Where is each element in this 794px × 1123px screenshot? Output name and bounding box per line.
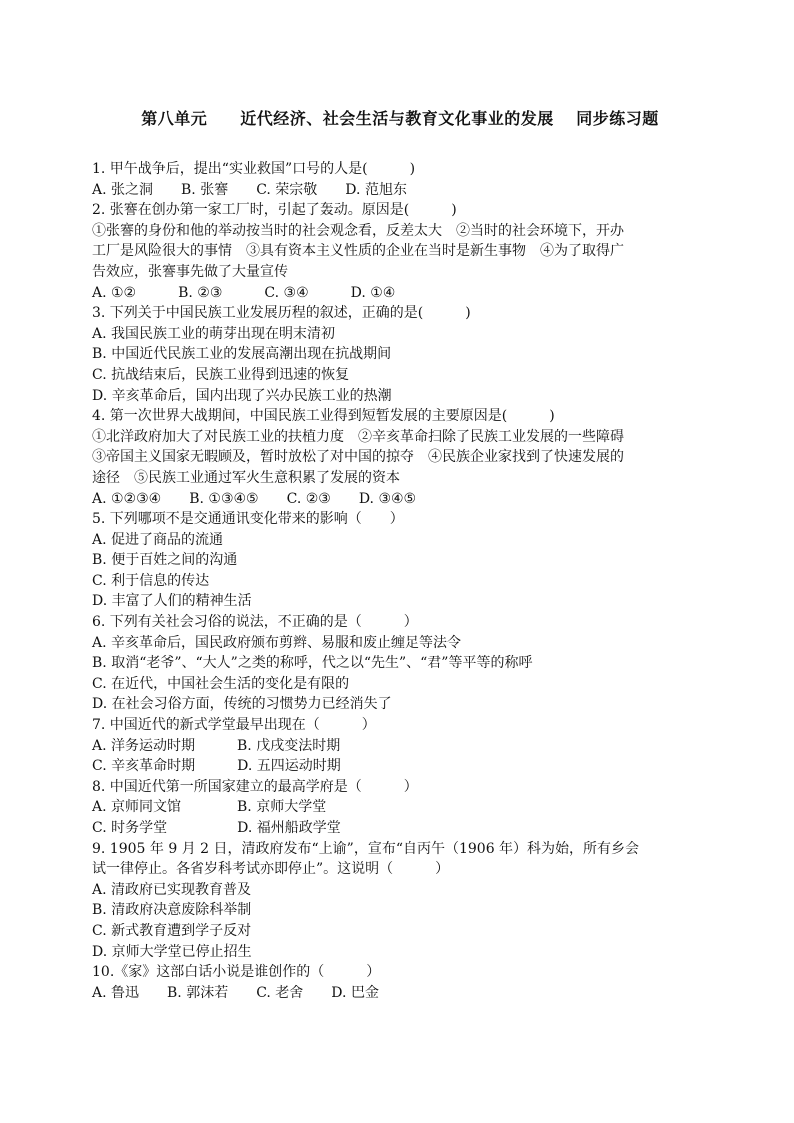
text-line: C. 在近代，中国社会生活的变化是有限的 <box>92 675 350 692</box>
text-line: ③帝国主义国家无暇顾及，暂时放松了对中国的掠夺 ④民族企业家找到了快速发展的 <box>92 449 624 466</box>
text-line: B. 便于百姓之间的沟通 <box>92 552 238 569</box>
text-line: B. 清政府决意废除科举制 <box>92 902 252 919</box>
text-line: C. 抗战结束后，民族工业得到迅速的恢复 <box>92 366 350 383</box>
text-line: ①张謇的身份和他的举动按当时的社会观念看，反差太大 ②当时的社会环境下，开办 <box>92 222 624 239</box>
text-line: 6. 下列有关社会习俗的说法，不正确的是（ ） <box>92 614 418 631</box>
text-line: A. 鲁迅 B. 郭沫若 C. 老舍 D. 巴金 <box>92 984 379 1001</box>
text-line: A. ①②③④ B. ①③④⑤ C. ②③ D. ③④⑤ <box>92 490 417 507</box>
text-line: D. 丰富了人们的精神生活 <box>92 593 252 610</box>
page-title: 第八单元 近代经济、社会生活与教育文化事业的发展 同步练习题 <box>141 109 659 128</box>
text-line: A. 张之洞 B. 张謇 C. 荣宗敬 D. 范旭东 <box>92 181 407 198</box>
text-line: A. 促进了商品的流通 <box>92 531 224 548</box>
text-line: C. 利于信息的传达 <box>92 572 210 589</box>
text-line: A. 京师同文馆 B. 京师大学堂 <box>92 799 327 816</box>
text-line: 告效应，张謇事先做了大量宣传 <box>92 263 288 280</box>
text-line: 途径 ⑤民族工业通过军火生意积累了发展的资本 <box>92 469 400 486</box>
text-line: C. 辛亥革命时期 D. 五四运动时期 <box>92 758 341 775</box>
text-line: D. 京师大学堂已停止招生 <box>92 943 252 960</box>
text-line: 4. 第一次世界大战期间，中国民族工业得到短暂发展的主要原因是( ) <box>92 408 555 425</box>
text-line: 1. 甲午战争后，提出“实业救国”口号的人是( ) <box>92 161 416 177</box>
text-line: D. 在社会习俗方面，传统的习惯势力已经消失了 <box>92 696 392 713</box>
text-line: 9. 1905 年 9 月 2 日，清政府发布“上谕”，宣布“自丙午（1906 年）科为始，所有乡会 <box>92 840 640 857</box>
text-line: ①北洋政府加大了对民族工业的扶植力度 ②辛亥革命扫除了民族工业发展的一些障碍 <box>92 428 624 445</box>
text-line: C. 新式教育遭到学子反对 <box>92 922 252 939</box>
text-line: A. 洋务运动时期 B. 戊戌变法时期 <box>92 737 341 754</box>
text-line: 5. 下列哪项不是交通通讯变化带来的影响（ ） <box>92 511 404 528</box>
text-line: 2. 张謇在创办第一家工厂时，引起了轰动。原因是( ) <box>92 202 457 219</box>
question-list <box>92 159 712 1003</box>
text-line: C. 时务学堂 D. 福州船政学堂 <box>92 820 341 836</box>
text-line: 工厂是风险很大的事情 ③具有资本主义性质的企业在当时是新生事物 ④为了取得广 <box>92 243 624 260</box>
text-line: A. 清政府已实现教育普及 <box>92 881 252 898</box>
text-line: D. 辛亥革命后，国内出现了兴办民族工业的热潮 <box>92 387 392 404</box>
text-line: 8. 中国近代第一所国家建立的最高学府是（ ） <box>92 778 418 795</box>
text-line: A. 辛亥革命后，国民政府颁布剪辫、易服和废止缠足等法令 <box>92 634 462 651</box>
text-line: 10.《家》这部白话小说是谁创作的（ ） <box>92 964 381 981</box>
text-line: A. ①② B. ②③ C. ③④ D. ①④ <box>92 284 396 301</box>
text-line: B. 取消“老爷”、“大人”之类的称呼，代之以“先生”、“君”等平等的称呼 <box>92 655 533 672</box>
text-line: 试一律停止。各省岁科考试亦即停止”。这说明（ ） <box>92 861 450 878</box>
text-line: 7. 中国近代的新式学堂最早出现在（ ） <box>92 717 376 734</box>
text-line: A. 我国民族工业的萌芽出现在明末清初 <box>92 325 336 342</box>
text-line: 3. 下列关于中国民族工业发展历程的叙述，正确的是( ) <box>92 305 471 322</box>
text-line: B. 中国近代民族工业的发展高潮出现在抗战期间 <box>92 346 392 363</box>
